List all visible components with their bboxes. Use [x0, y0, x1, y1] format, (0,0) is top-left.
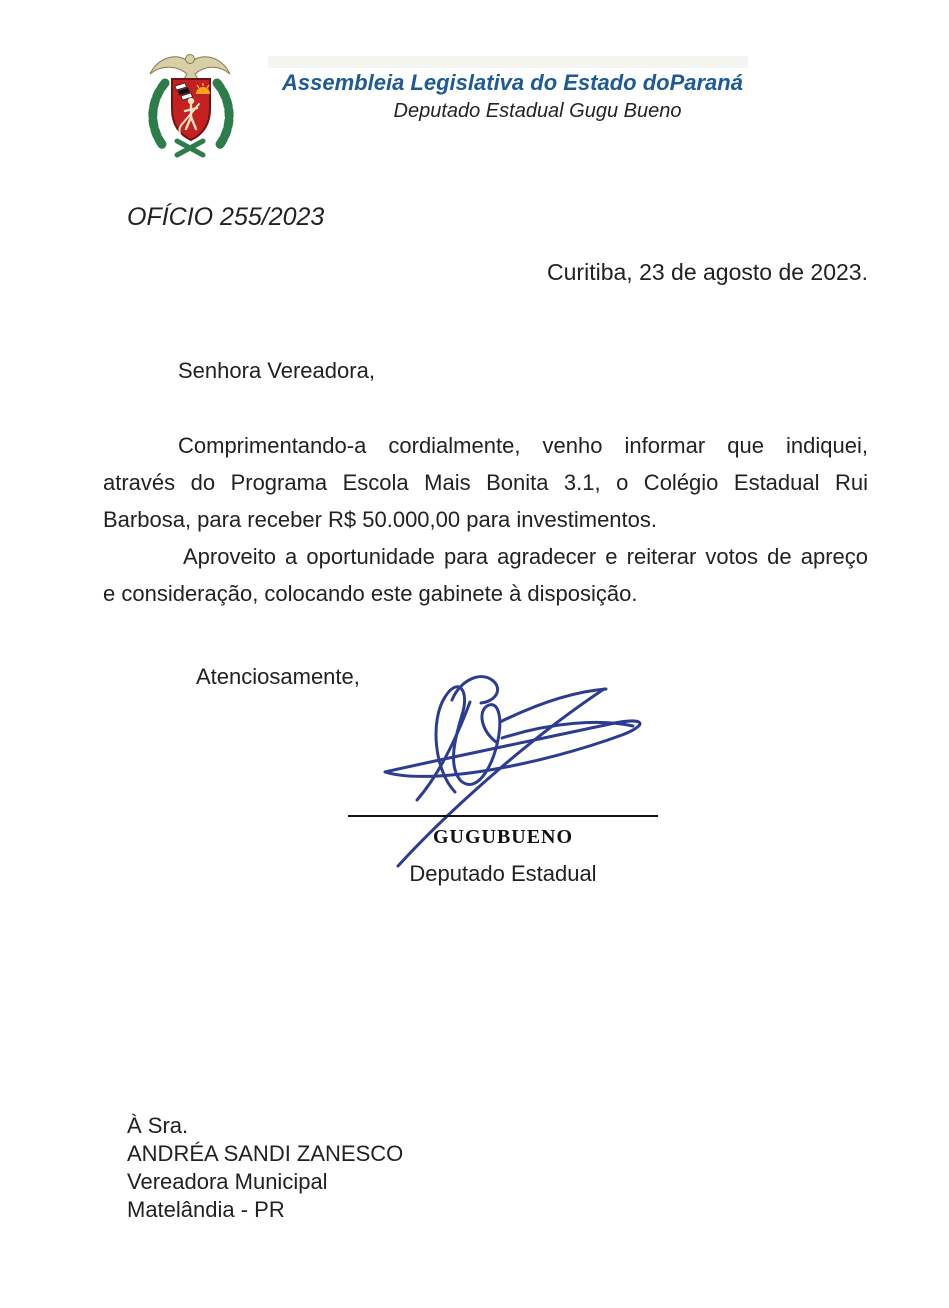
scan-artifact — [268, 56, 748, 68]
paragraph-line: através do Programa Escola Mais Bonita 3.1, o Colégio Estadual Rui — [103, 470, 868, 495]
recipient-city: Matelândia - PR — [127, 1197, 285, 1222]
closing: Atenciosamente, — [196, 664, 360, 689]
date-line: Curitiba, 23 de agosto de 2023. — [547, 259, 868, 285]
salutation: Senhora Vereadora, — [178, 358, 375, 383]
letter-body — [103, 427, 868, 612]
falcon-icon — [150, 55, 230, 80]
signer-role: Deputado Estadual — [409, 861, 597, 886]
recipient-block — [127, 1112, 403, 1224]
paragraph-line: Aproveito a oportunidade para agradecer e reiterar votos de apreço — [183, 544, 868, 569]
letterhead — [240, 70, 785, 123]
oficio-reference: OFÍCIO 255/2023 — [127, 203, 325, 231]
paragraph-line: e consideração, colocando este gabinete à disposição. — [103, 581, 638, 606]
org-name: Assembleia Legislativa do Estado doParaná — [282, 70, 743, 95]
signer-name: GUGUBUENO — [432, 826, 574, 848]
recipient-honorific: À Sra. — [127, 1113, 189, 1138]
recipient-name: ANDRÉA SANDI ZANESCO — [127, 1141, 404, 1166]
recipient-role: Vereadora Municipal — [127, 1169, 328, 1194]
paragraph-line: Barbosa, para receber R$ 50.000,00 para investimentos. — [103, 507, 657, 532]
deputy-line: Deputado Estadual Gugu Bueno — [393, 100, 682, 122]
paragraph-line: Comprimentando-a cordialmente, venho informar que indiquei, — [178, 433, 868, 458]
parana-coat-of-arms-logo — [144, 49, 238, 159]
signature-line — [348, 815, 658, 817]
